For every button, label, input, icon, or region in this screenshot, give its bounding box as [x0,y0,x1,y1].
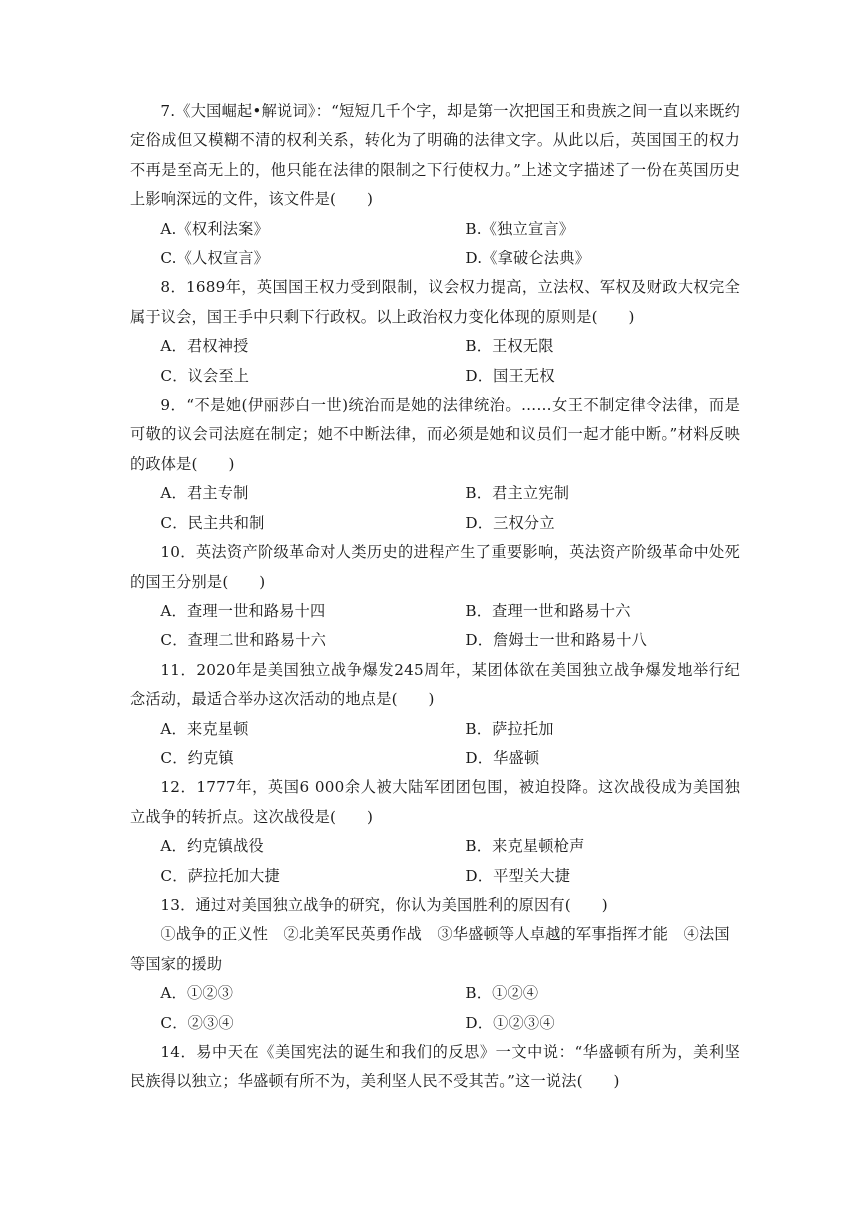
question-8-options [130,332,740,391]
option-b: B.《独立宣言》 [465,219,575,238]
option-d: D．国王无权 [465,366,555,385]
option-c: C．约克镇 [160,748,234,767]
question-7-options [130,215,740,274]
option-c: C．议会至上 [160,366,250,385]
option-d: D.《拿破仑法典》 [465,249,590,268]
option-b: B．查理一世和路易十六 [465,601,631,620]
option-b: B．①②④ [465,984,539,1003]
question-13-options [130,979,740,1038]
option-a: A．来克星顿 [160,719,249,738]
option-a: A．君主专制 [160,484,249,503]
option-d: D．平型关大捷 [465,866,571,885]
question-list [130,97,740,1097]
option-c: C．查理二世和路易十六 [160,631,327,650]
option-a: A．①②③ [160,984,234,1003]
question-9-options [130,479,740,538]
option-d: D．詹姆士一世和路易十八 [465,631,648,650]
option-b: B．王权无限 [465,337,554,356]
question-11-options [130,715,740,774]
option-c: C．民主共和制 [160,513,265,532]
question-13-stem: 13．通过对美国独立战争的研究，你认为美国胜利的原因有( ) [160,895,608,914]
option-b: B．来克星顿枪声 [465,837,585,856]
option-a: A.《权利法案》 [160,219,269,238]
question-12-stem: 12．1777年，英国6 000余人被大陆军团团包围，被迫投降。这次战役成为美国独立战争的转折点。这次战役是( ) [130,778,740,826]
option-a: A．查理一世和路易十四 [160,601,326,620]
option-b: B．萨拉托加 [465,719,554,738]
question-8-stem: 8．1689年，英国国王权力受到限制，议会权力提高，立法权、军权及财政大权完全属于议会，国王手中只剩下行政权。以上政治权力变化体现的原则是( ) [130,278,740,326]
question-10-stem: 10．英法资产阶级革命对人类历史的进程产生了重要影响，英法资产阶级革命中处死的国王分别是( ) [130,543,740,591]
question-7-stem: 7.《大国崛起•解说词》：“短短几千个字，却是第一次把国王和贵族之间一直以来既约定俗成但又模糊不清的权利关系，转化为了明确的法律文字。从此以后，英国国王的权力不再是至高无上的，他只能在法律的限制之下行使权力。”上述文字描述了一份在英国历史上影响深远的文件，该文件是( ) [130,102,740,209]
question-10-options [130,597,740,656]
option-d: D．①②③④ [465,1013,555,1032]
option-c: C．萨拉托加大捷 [160,866,280,885]
option-c: C.《人权宣言》 [160,249,270,268]
option-a: A．君权神授 [160,337,249,356]
option-c: C．②③④ [160,1013,234,1032]
question-11-stem: 11．2020年是美国独立战争爆发245周年，某团体欲在美国独立战争爆发地举行纪念活动，最适合举办这次活动的地点是( ) [130,660,740,709]
option-d: D．华盛顿 [465,748,540,767]
question-13-statements: ①战争的正义性 ②北美军民英勇作战 ③华盛顿等人卓越的军事指挥才能 ④法国等国家的援助 [130,925,730,973]
question-9-stem: 9．“不是她(伊丽莎白一世)统治而是她的法律统治。……女王不制定律令法律，而是可敬的议会司法庭在制定；她不中断法律，而必须是她和议员们一起才能中断。”材料反映的政体是( ) [130,396,740,473]
option-b: B．君主立宪制 [465,484,570,503]
option-d: D．三权分立 [465,513,555,532]
question-12-options [130,832,740,891]
option-a: A．约克镇战役 [160,837,264,856]
question-14-stem: 14．易中天在《美国宪法的诞生和我们的反思》一文中说：“华盛顿有所为，美利坚民族得以独立；华盛顿有所不为，美利坚人民不受其苦。”这一说法( ) [130,1043,740,1091]
